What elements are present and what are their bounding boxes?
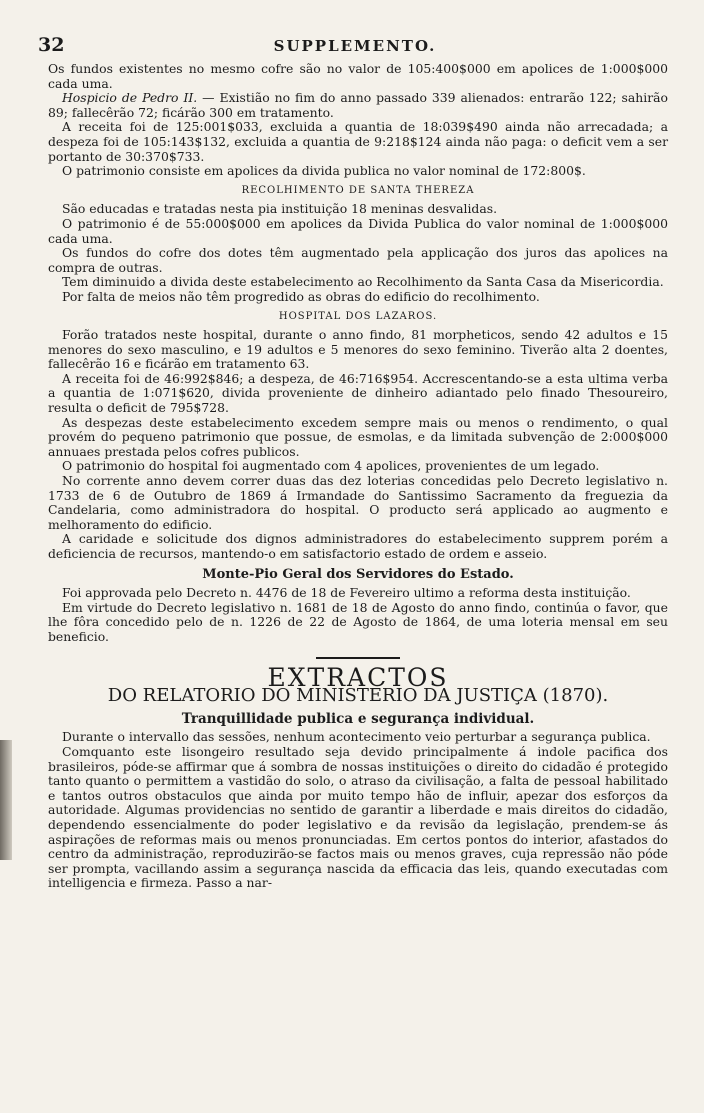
paragraph: Tem diminuido a divida deste estabelecimento ao Recolhimento da Santa Casa da Misericordia.	[62, 274, 664, 290]
paragraph: São educadas e tratadas nesta pia instituição 18 meninas desvalidas.	[62, 201, 498, 217]
paragraph: O patrimonio consiste em apolices da divida publica no valor nominal de 172:800$.	[62, 163, 586, 179]
paragraph: Comquanto este lisongeiro resultado seja devido principalmente á indole pacifica dos brasileiros, póde-se affirmar que á sombra de nossas instituições o direito do cidadão é protegido tanto quanto o permittem a vastidão do solo, o atraso da civilisação, a falta de pessoal habilitado e tantos outros obstaculos que ainda por muito tempo hão de influir, apezar dos esforços da autoridade. Algumas providencias no sentido de garantir a liberdade e mais direitos do cidadão, dependendo essencialmente do poder legislativo e da revisão da legislação, prendem-se ás aspirações de reformas mais ou menos pronunciadas. Em certos pontos do interior, afastados do centro da administração, reproduzirão-se factos mais ou menos graves, cuja repressão não póde ser prompta, vacillando assim a segurança nascida da efficacia das leis, quando executadas com intelligencia e firmeza. Passo a nar-	[48, 743, 668, 891]
paragraph: Forão tratados neste hospital, durante o anno findo, 81 morpheticos, sendo 42 adultos e 15 menores do sexo masculino, e 19 adultos e 5 menores do sexo feminino. Tiverão alta 2 doentes, fallecêrão 16 e ficárão em tratamento 63.	[48, 327, 668, 372]
page-number: 32	[38, 34, 65, 56]
page-header	[38, 34, 672, 56]
section-heading: Monte-Pio Geral dos Servidores do Estado.	[202, 566, 514, 582]
paragraph	[48, 91, 668, 120]
paragraph: A caridade e solicitude dos dignos administradores do estabelecimento supprem porém a deficiencia de recursos, mantendo-o em satisfactorio estado de ordem e asseio.	[48, 531, 668, 561]
paragraph-text: — Existião no fim do anno passado 339 alienados: entrarão 122; sahirão 89; fallecêrão 72; ficárão 300 em tratamento.	[48, 90, 668, 120]
paragraph: Por falta de meios não têm progredido as obras do edificio do recolhimento.	[62, 288, 540, 304]
paragraph: Durante o intervallo das sessões, nenhum acontecimento veio perturbar a segurança publica.	[62, 729, 651, 745]
page-body	[48, 62, 668, 891]
section-heading: RECOLHIMENTO DE SANTA THEREZA	[241, 184, 475, 196]
page-binding-shadow	[0, 740, 12, 860]
section-heading: HOSPITAL DOS LAZAROS.	[278, 310, 438, 322]
paragraph: A receita foi de 46:992$846; a despeza, de 46:716$954. Accrescentando-se a esta ultima verba a quantia de 1:071$620, divida proveniente de dinheiro adiantado pelo finado Thesoureiro, resulta o deficit de 795$728.	[48, 370, 668, 416]
extractos-subtitle: DO RELATORIO DO MINISTERIO DA JUSTIÇA (1870).	[107, 685, 609, 707]
paragraph: As despezas deste estabelecimento excedem sempre mais ou menos o rendimento, o qual provém do pequeno patrimonio que possue, de esmolas, e da limitada subvenção de 2:000$000 annuaes prestada pelos cofres publicos.	[48, 414, 668, 459]
extractos-title: EXTRACTOS	[267, 662, 449, 692]
paragraph: Os fundos existentes no mesmo cofre são no valor de 105:400$000 em apolices de 1:000$000 cada uma.	[48, 61, 668, 91]
paragraph: O patrimonio do hospital foi augmentado com 4 apolices, provenientes de um legado.	[62, 458, 600, 474]
running-title: SUPPLEMENTO.	[273, 37, 437, 55]
paragraph-lead: Hospicio de Pedro II.	[62, 90, 198, 106]
section-heading: Tranquillidade publica e segurança individual.	[181, 710, 535, 727]
divider	[316, 657, 400, 659]
paragraph: Em virtude do Decreto legislativo n. 1681 de 18 de Agosto do anno findo, continúa o favor, que lhe fôra concedido pelo de n. 1226 de 22 de Agosto de 1864, de uma loteria mensal em seu beneficio.	[48, 599, 668, 644]
paragraph: O patrimonio é de 55:000$000 em apolices da Divida Publica do valor nominal de 1:000$000 cada uma.	[48, 215, 668, 246]
paragraph: Os fundos do cofre dos dotes têm augmentado pela applicação dos juros das apolices na compra de outras.	[48, 245, 668, 275]
paragraph: No corrente anno devem correr duas das dez loterias concedidas pelo Decreto legislativo n. 1733 de 6 de Outubro de 1869 á Irmandade do Santissimo Sacramento da freguezia da Candelaria, como administradora do hospital. O producto será applicado ao augmento e melhoramento do edificio.	[48, 473, 668, 532]
paragraph: Foi approvada pelo Decreto n. 4476 de 18 de Fevereiro ultimo a reforma desta instituição.	[62, 585, 631, 601]
paragraph: A receita foi de 125:001$033, excluida a quantia de 18:039$490 ainda não arrecadada; a despeza foi de 105:143$132, excluida a quantia de 9:218$124 ainda não paga: o deficit vem a ser portanto de 30:370$733.	[48, 119, 668, 164]
